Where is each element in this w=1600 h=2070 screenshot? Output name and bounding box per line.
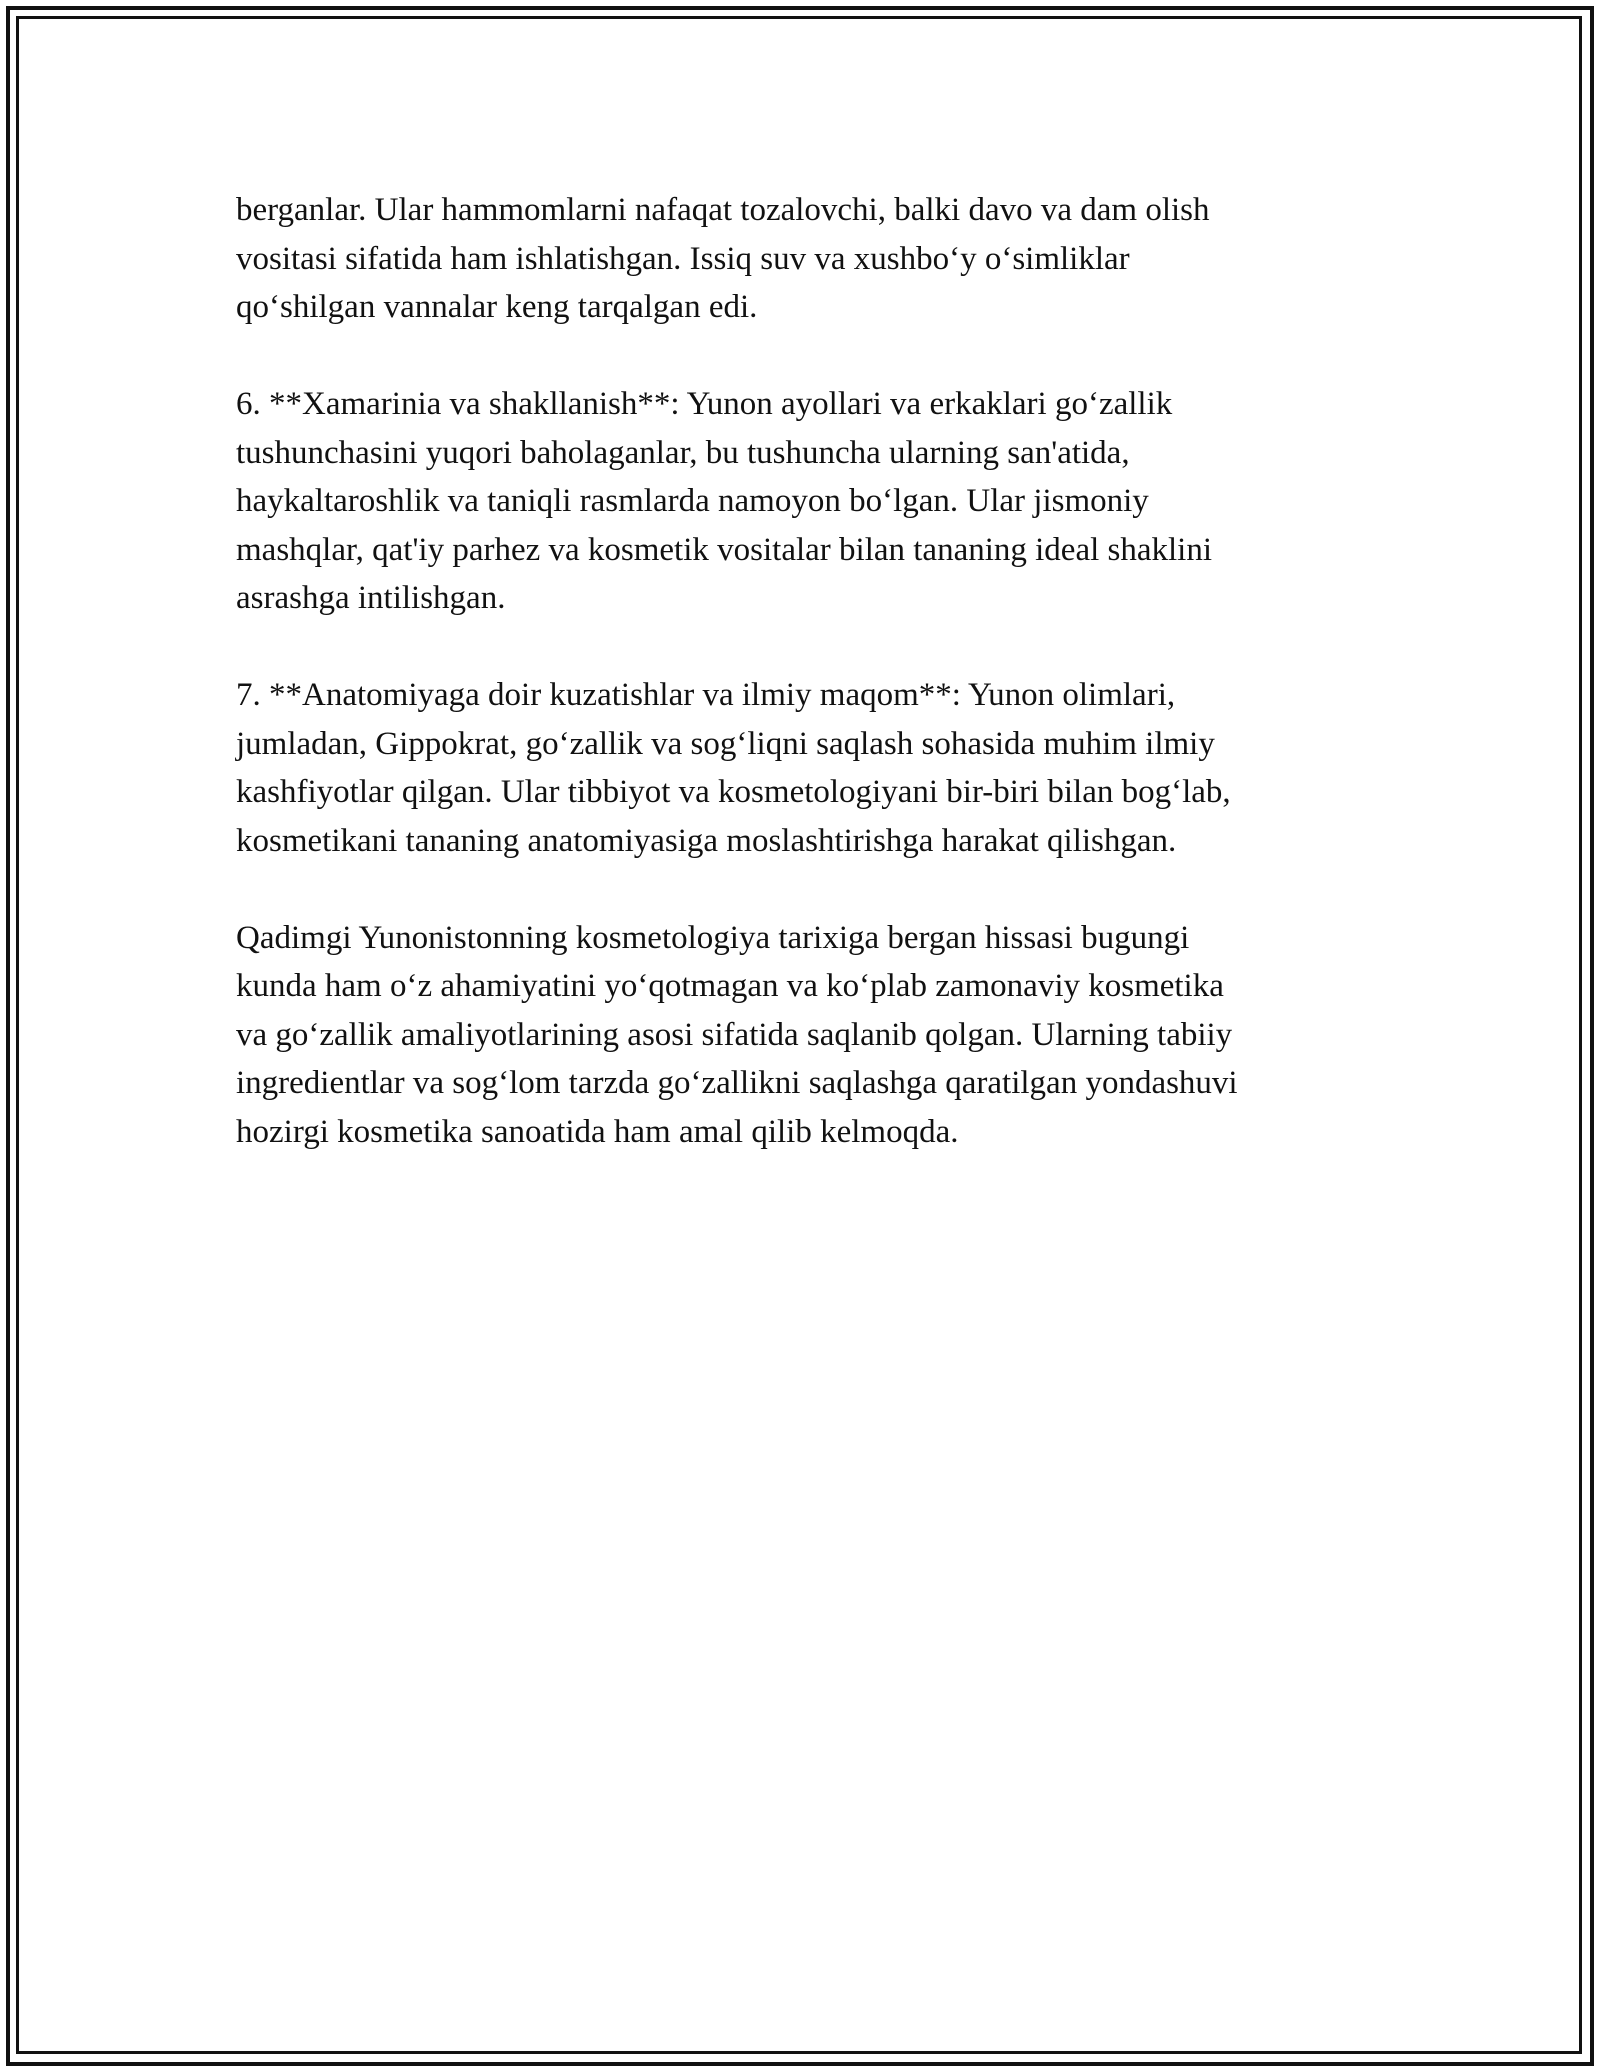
text-line: va go‘zallik amaliyotlarining asosi sifatida saqlanib qolgan. Ularning tabiiy bbox=[236, 1016, 1233, 1053]
text-line: qo‘shilgan vannalar keng tarqalgan edi. bbox=[236, 289, 758, 325]
text-line: kashfiyotlar qilgan. Ular tibbiyot va kosmetologiyani bir-biri bilan bog‘lab, bbox=[236, 774, 1231, 810]
text-line: berganlar. Ular hammomlarni nafaqat tozalovchi, balki davo va dam olish bbox=[236, 192, 1210, 228]
paragraph-1 bbox=[236, 186, 1376, 332]
text-line: vositasi sifatida ham ishlatishgan. Issiq suv va xushbo‘y o‘simliklar bbox=[236, 240, 1130, 277]
text-line: hozirgi kosmetika sanoatida ham amal qilib kelmoqda. bbox=[236, 1113, 959, 1150]
text-line: asrashga intilishgan. bbox=[236, 580, 506, 616]
text-line: 7. **Anatomiyaga doir kuzatishlar va ilmiy maqom**: Yunon olimlari, bbox=[236, 677, 1176, 713]
text-line: mashqlar, qat'iy parhez va kosmetik vositalar bilan tananing ideal shaklini bbox=[236, 531, 1213, 568]
text-line: haykaltaroshlik va taniqli rasmlarda namoyon bo‘lgan. Ular jismoniy bbox=[236, 483, 1149, 519]
text-line: kunda ham o‘z ahamiyatini yo‘qotmagan va ko‘plab zamonaviy kosmetika bbox=[236, 968, 1224, 1004]
text-line: Qadimgi Yunonistonning kosmetologiya tarixiga bergan hissasi bugungi bbox=[236, 919, 1190, 956]
paragraph-3 bbox=[236, 671, 1376, 865]
document-body bbox=[236, 186, 1376, 1205]
text-line: kosmetikani tananing anatomiyasiga moslashtirishga harakat qilishgan. bbox=[236, 822, 1177, 859]
paragraph-2 bbox=[236, 380, 1376, 623]
text-line: ingredientlar va sog‘lom tarzda go‘zallikni saqlashga qaratilgan yondashuvi bbox=[236, 1065, 1238, 1101]
text-line: jumladan, Gippokrat, go‘zallik va sog‘liqni saqlash sohasida muhim ilmiy bbox=[236, 725, 1215, 762]
text-line: tushunchasini yuqori baholaganlar, bu tushuncha ularning san'atida, bbox=[236, 434, 1130, 471]
text-line: 6. **Xamarinia va shakllanish**: Yunon ayollari va erkaklari go‘zallik bbox=[236, 386, 1173, 422]
paragraph-4 bbox=[236, 914, 1376, 1157]
